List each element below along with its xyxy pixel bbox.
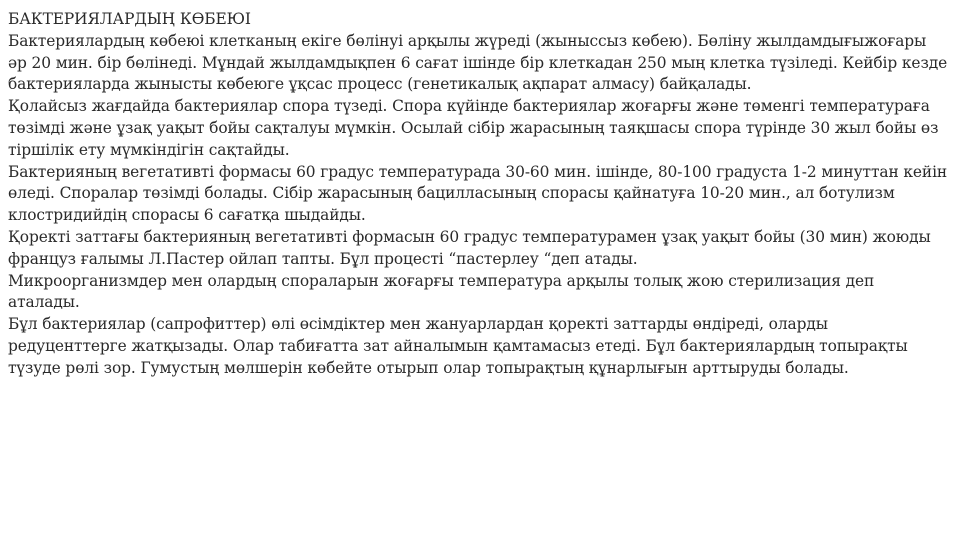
document-title: БАКТЕРИЯЛАРДЫҢ КӨБЕЮІ [8, 10, 251, 28]
paragraph-saprophytes: Бұл бактериялар (сапрофиттер) өлі өсімдіктер мен жануарлардан қоректі заттарды өндіреді, оларды редуценттерге жатқызады. Олар табиғатта зат айналымын қамтамасыз етеді. Бұл бактериялардың топырақты түзуде рөлі зор. Гумустың мөлшерін көбейте отырып олар топырақтың құнарлығын арттыруды болады. [8, 315, 908, 377]
text-body [8, 9, 948, 380]
paragraph-reproduction: Бактериялардың көбеюі клетканың екіге бөлінуі арқылы жүреді (жыныссыз көбею). Бөліну жылдамдығыжоғары әр 20 мин. бір бөлінеді. Мұндай жылдамдықпен 6 сағат ішінде бір клеткадан 250 мың клетка түзіледі. Кейбір кезде бактерияларда жынысты көбеюге ұқсас процесс (генетикалық ақпарат алмасу) байқалады. [8, 31, 948, 94]
paragraph-vegetative-form: Бактерияның вегетативті формасы 60 градус температурада 30-60 мин. ішінде, 80-100 градуста 1-2 минуттан кейін өледі. Споралар төзімді болады. Сібір жарасының бацилласының спорасы қайнатуға 10-20 мин., ал ботулизм клостридийдің спорасы 6 сағатқа шыдайды. [8, 162, 948, 225]
paragraph-sterilization: Микроорганизмдер мен олардың спораларын жоғарғы температура арқылы толық жою стерилизация деп аталады. [8, 271, 875, 312]
paragraph-pasteurization: Қоректі заттағы бактерияның вегетативті формасын 60 градус температурамен ұзақ уақыт бойы (30 мин) жоюды француз ғалымы Л.Пастер ойлап тапты. Бұл процесті “пастерлеу “деп атады. [8, 227, 931, 268]
paragraph-spores: Қолайсыз жағдайда бактериялар спора түзеді. Спора күйінде бактериялар жоғарғы және төменгі температураға төзімді және ұзақ уақыт бойы сақталуы мүмкін. Осылай сібір жарасының таяқшасы спора түрінде 30 жыл бойы өз тіршілік ету мүмкіндігін сақтайды. [8, 97, 939, 159]
